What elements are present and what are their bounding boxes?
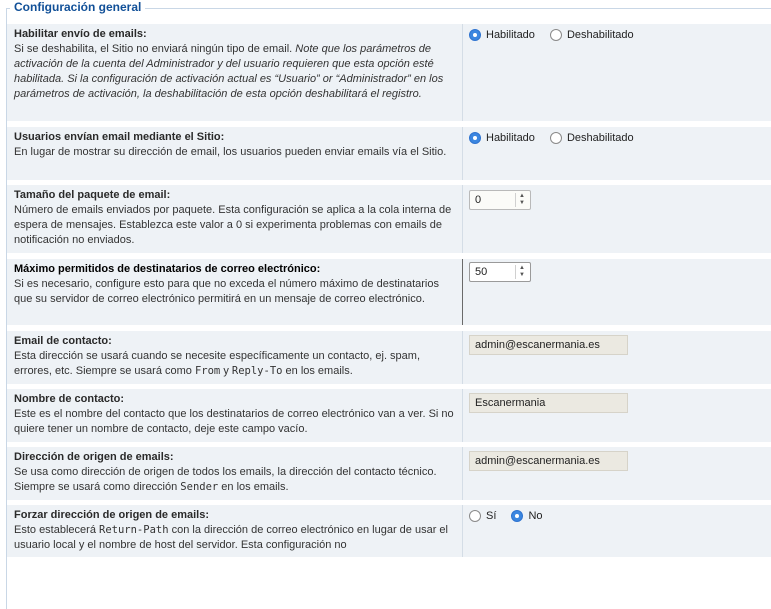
code-from: From [194,365,221,377]
setting-title: Email de contacto: [14,335,112,347]
radio-selected-icon[interactable] [511,510,523,522]
radio-selected-icon[interactable] [469,29,481,41]
setting-description-note: Note que los parámetros de activación de la cuenta del Administrador y del usuario requieren que esta opción esté habilitada. Si la configuración de activación actual es “Usuario” or “Administrador” en los parámetros de activación, la deshabilitación de esta opción deshabilitará el registro. [14,43,444,100]
radio-force-return-path-yes[interactable]: Sí [469,508,496,524]
radio-force-return-path-no[interactable]: No [511,508,542,524]
setting-description: Se usa como dirección de origen de todos los emails, la dirección del contacto técnico. Siempre se usará como dirección [14,466,437,493]
code-reply-to: Reply-To [231,365,283,377]
setting-label [14,188,460,248]
radio-enable-email-on[interactable]: Habilitado [469,27,535,43]
code-return-path: Return-Path [99,524,169,536]
setting-row-force-return-path [7,505,771,557]
radio-selected-icon[interactable] [469,132,481,144]
radio-board-email-off[interactable]: Deshabilitado [550,130,634,146]
setting-label: Forzar dirección de origen de emails: Esto establecerá Return-Path con la dirección de correo electrónico en lugar de usar el usuario local y el nombre de host del servidor. Esta configuración no [14,508,460,553]
setting-row-board-email-form [7,127,771,180]
section-title: Configuración general [10,0,145,15]
contact-email-input[interactable]: admin@escanermania.es [469,335,628,355]
force-return-path-radio-group [469,508,555,525]
setting-title: Forzar dirección de origen de emails: [14,509,209,521]
setting-row-contact-name [7,389,771,442]
setting-title: Usuarios envían email mediante el Sitio: [14,131,225,143]
setting-description: Número de emails enviados por paquete. Esta configuración se aplica a la cola interna de espera de mensajes. Establezca este valor a 0 si experimenta problemas con emails de notificación no enviados. [14,204,452,246]
setting-title: Máximo permitidos de destinatarios de correo electrónico: [14,263,321,275]
setting-row-enable-email [7,24,771,121]
setting-description: Si se deshabilita, el Sitio no enviará ningún tipo de email. [14,43,296,55]
setting-title: Nombre de contacto: [14,393,125,405]
email-package-size-input[interactable]: 0 ▲ ▼ [469,190,531,210]
setting-row-board-email [7,447,771,500]
setting-label [14,262,460,307]
setting-label [14,392,460,437]
radio-unselected-icon[interactable] [550,132,562,144]
setting-label [14,130,460,160]
setting-label [14,27,460,102]
board-email-form-radio-group [469,130,646,147]
setting-description: Esta dirección se usará cuando se necesite específicamente un contacto, ej. spam, errores, etc. Siempre se usará como [14,350,421,377]
setting-description: En lugar de mostrar su dirección de email, los usuarios pueden enviar emails vía el Sitio. [14,146,447,158]
board-email-input[interactable]: admin@escanermania.es [469,451,628,471]
radio-board-email-on[interactable]: Habilitado [469,130,535,146]
radio-unselected-icon[interactable] [469,510,481,522]
setting-description: Si es necesario, configure esto para que no exceda el número máximo de destinatarios que su servidor de correo electrónico permitirá en un mensaje de correo electrónico. [14,278,439,305]
setting-title: Tamaño del paquete de email: [14,189,171,201]
setting-title: Dirección de origen de emails: [14,451,174,463]
enable-email-radio-group [469,27,646,44]
stepper-arrows-icon[interactable]: ▲ ▼ [515,265,528,279]
radio-enable-email-off[interactable]: Deshabilitado [550,27,634,43]
contact-name-input[interactable]: Escanermania [469,393,628,413]
radio-unselected-icon[interactable] [550,29,562,41]
stepper-arrows-icon[interactable]: ▲ ▼ [515,193,528,207]
setting-description: Este es el nombre del contacto que los destinatarios de correo electrónico van a ver. Si no quiere tener un nombre de contacto, deje este campo vacío. [14,408,454,435]
setting-row-max-recipients [7,259,771,325]
setting-description: Esto establecerá [14,524,99,536]
setting-row-email-package-size [7,185,771,253]
setting-title: Habilitar envío de emails: [14,28,147,40]
setting-label: Dirección de origen de emails: Se usa como dirección de origen de todos los emails, la dirección del contacto técnico. Siempre se usará como dirección Sender en los emails. [14,450,460,495]
max-recipients-input[interactable]: 50 ▲ ▼ [469,262,531,282]
setting-row-contact-email [7,331,771,384]
setting-label: Email de contacto: Esta dirección se usará cuando se necesite específicamente un contacto, ej. spam, errores, etc. Siempre se usará como From y Reply-To en los emails. [14,334,460,379]
code-sender: Sender [180,481,219,493]
